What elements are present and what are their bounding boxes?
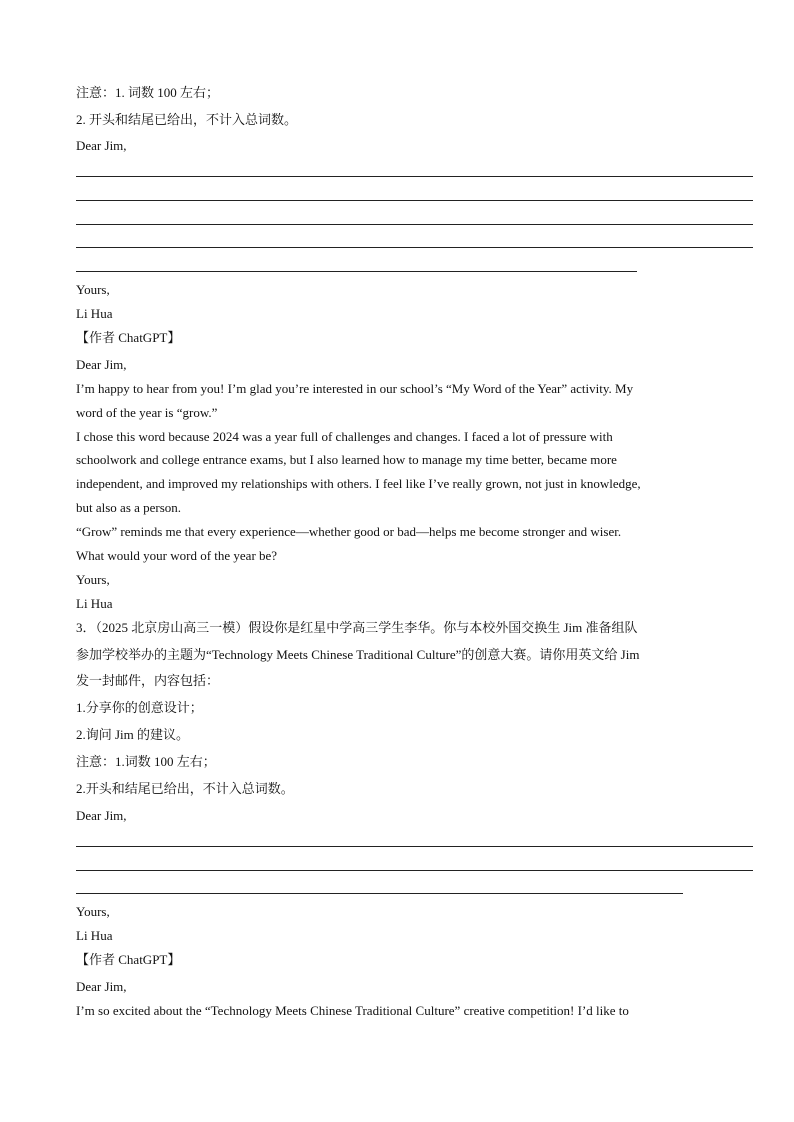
q3-salutation: Dear Jim, (76, 808, 127, 823)
answer2-line: “Grow” reminds me that every experience—whether good or bad—helps me become stronger and wiser. (76, 524, 622, 539)
q3-prompt-line: 参加学校举办的主题为“Technology Meets Chinese Traditional Culture”的创意大赛。请你用英文给 Jim (76, 647, 640, 662)
answer2-line: independent, and improved my relationships with others. I feel like I’ve really grown, not just in knowledge, (76, 476, 641, 491)
q2-note-word-count: 注意：1. 词数 100 左右； (76, 85, 220, 100)
q2-answer-line-4 (76, 247, 753, 248)
q3-closing: Yours, (76, 904, 110, 919)
answer2-line: schoolwork and college entrance exams, but I also learned how to manage my time better, became more (76, 452, 617, 467)
q2-answer-line-2 (76, 200, 753, 201)
answer2-closing: Yours, (76, 572, 110, 587)
answer2-line: I chose this word because 2024 was a year full of challenges and changes. I faced a lot of pressure with (76, 429, 613, 444)
q2-answer-line-1 (76, 176, 753, 177)
q3-signature: Li Hua (76, 928, 113, 943)
q3-prompt-line: 发一封邮件，内容包括： (76, 673, 220, 688)
q3-answer-line-3 (76, 893, 683, 894)
q2-salutation: Dear Jim, (76, 138, 127, 153)
answer2-salutation: Dear Jim, (76, 357, 127, 372)
q2-answer-line-5 (76, 271, 637, 272)
q3-answer-line-1 (76, 846, 753, 847)
q3-requirement-2: 2.询问 Jim 的建议。 (76, 727, 190, 742)
q3-note-word-count: 注意：1.词数 100 左右； (76, 754, 216, 769)
answer2-line: What would your word of the year be? (76, 548, 278, 563)
answer3-line: I’m so excited about the “Technology Meets Chinese Traditional Culture” creative competition! I’d like to (76, 1003, 629, 1018)
q2-closing: Yours, (76, 282, 110, 297)
q3-note-opening-closing: 2.开头和结尾已给出，不计入总词数。 (76, 781, 294, 796)
q2-note-opening-closing: 2. 开头和结尾已给出，不计入总词数。 (76, 112, 298, 127)
answer2-line: I’m happy to hear from you! I’m glad you’re interested in our school’s “My Word of the Year” activity. My (76, 381, 634, 396)
q3-requirement-1: 1.分享你的创意设计； (76, 700, 203, 715)
answer2-author: 【作者 ChatGPT】 (76, 330, 181, 345)
answer2-signature: Li Hua (76, 596, 113, 611)
q2-signature: Li Hua (76, 306, 113, 321)
answer3-author: 【作者 ChatGPT】 (76, 952, 181, 967)
q3-answer-line-2 (76, 870, 753, 871)
answer2-line: word of the year is “grow.” (76, 405, 218, 420)
answer3-salutation: Dear Jim, (76, 979, 127, 994)
q3-prompt-line: 3．（2025 北京房山高三一模）假设你是红星中学高三学生李华。你与本校外国交换生 Jim 准备组队 (76, 620, 638, 635)
answer2-line: but also as a person. (76, 500, 182, 515)
q2-answer-line-3 (76, 224, 753, 225)
